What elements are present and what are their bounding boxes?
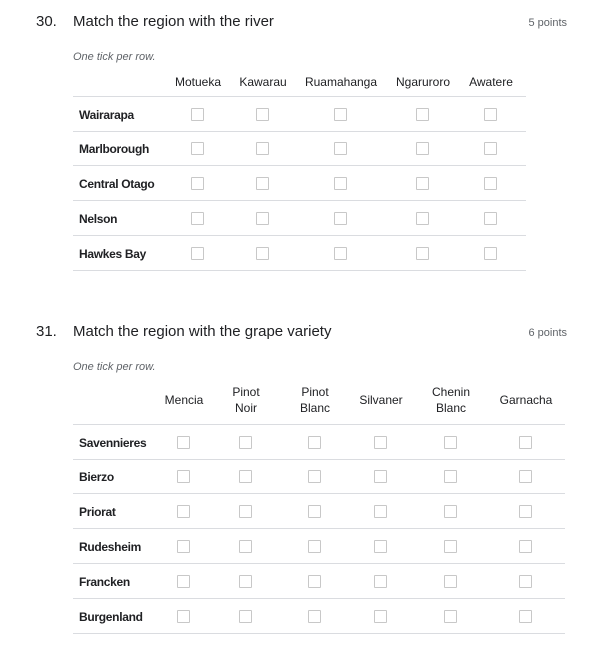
grid-row-wairarapa [73,96,526,132]
checkbox-wairarapa-motueka[interactable] [191,108,204,121]
grid-row-priorat [73,494,565,529]
checkbox-priorat-garnacha[interactable] [519,505,532,518]
checkbox-hawkes-bay-kawarau[interactable] [256,247,269,260]
checkbox-marlborough-awatere[interactable] [484,142,497,155]
checkbox-wairarapa-awatere[interactable] [484,108,497,121]
checkbox-burgenland-pinot-blanc[interactable] [308,610,321,623]
question-points: 5 points [528,17,567,29]
checkbox-marlborough-ruamahanga[interactable] [334,142,347,155]
checkbox-hawkes-bay-motueka[interactable] [191,247,204,260]
row-label: Priorat [79,504,116,519]
row-label: Nelson [79,211,118,226]
checkbox-priorat-mencia[interactable] [177,505,190,518]
row-label: Rudesheim [79,539,141,554]
checkbox-burgenland-pinot-noir[interactable] [239,610,252,623]
checkbox-nelson-ruamahanga[interactable] [334,212,347,225]
row-label: Francken [79,574,130,589]
question-title: Match the region with the grape variety [73,323,332,340]
row-label: Marlborough [79,141,150,156]
checkbox-priorat-pinot-noir[interactable] [239,505,252,518]
checkbox-rudesheim-mencia[interactable] [177,540,190,553]
checkbox-savennieres-pinot-blanc[interactable] [308,436,321,449]
checkbox-savennieres-chenin-blanc[interactable] [444,436,457,449]
column-header-chenin-blanc: Chenin Blanc [431,385,471,415]
column-header-garnacha: Garnacha [499,393,553,407]
checkbox-nelson-ngaruroro[interactable] [416,212,429,225]
grid-row-bierzo [73,459,565,494]
checkbox-central-otago-motueka[interactable] [191,177,204,190]
row-label: Hawkes Bay [79,246,147,261]
column-header-motueka: Motueka [174,75,222,89]
checkbox-francken-silvaner[interactable] [374,575,387,588]
checkbox-bierzo-mencia[interactable] [177,470,190,483]
question-number: 31. [36,323,57,340]
column-header-pinot-noir: Pinot Noir [232,385,260,415]
checkbox-francken-garnacha[interactable] [519,575,532,588]
grid-row-rudesheim [73,529,565,564]
checkbox-burgenland-garnacha[interactable] [519,610,532,623]
row-label: Savennieres [79,435,147,450]
question-hint: One tick per row. [73,51,156,63]
row-label: Burgenland [79,609,143,624]
checkbox-rudesheim-pinot-noir[interactable] [239,540,252,553]
checkbox-wairarapa-kawarau[interactable] [256,108,269,121]
question-hint: One tick per row. [73,361,156,373]
column-header-pinot-blanc: Pinot Blanc [299,385,331,415]
checkbox-bierzo-silvaner[interactable] [374,470,387,483]
checkbox-burgenland-silvaner[interactable] [374,610,387,623]
checkbox-bierzo-pinot-noir[interactable] [239,470,252,483]
checkbox-francken-pinot-noir[interactable] [239,575,252,588]
checkbox-wairarapa-ngaruroro[interactable] [416,108,429,121]
grid-row-marlborough [73,131,526,166]
grid-row-central-otago [73,166,526,201]
column-header-ruamahanga: Ruamahanga [304,75,378,89]
checkbox-savennieres-pinot-noir[interactable] [239,436,252,449]
grid-row-francken [73,564,565,599]
checkbox-central-otago-kawarau[interactable] [256,177,269,190]
checkbox-rudesheim-silvaner[interactable] [374,540,387,553]
checkbox-marlborough-kawarau[interactable] [256,142,269,155]
checkbox-hawkes-bay-awatere[interactable] [484,247,497,260]
checkbox-rudesheim-pinot-blanc[interactable] [308,540,321,553]
checkbox-central-otago-ngaruroro[interactable] [416,177,429,190]
checkbox-hawkes-bay-ruamahanga[interactable] [334,247,347,260]
checkbox-priorat-chenin-blanc[interactable] [444,505,457,518]
checkbox-savennieres-silvaner[interactable] [374,436,387,449]
column-header-ngaruroro: Ngaruroro [395,75,451,89]
question-number: 30. [36,13,57,30]
checkbox-wairarapa-ruamahanga[interactable] [334,108,347,121]
checkbox-central-otago-awatere[interactable] [484,177,497,190]
column-header-silvaner: Silvaner [359,393,403,407]
checkbox-marlborough-ngaruroro[interactable] [416,142,429,155]
row-label: Wairarapa [79,107,134,122]
checkbox-priorat-pinot-blanc[interactable] [308,505,321,518]
grid-row-nelson [73,201,526,236]
checkbox-bierzo-garnacha[interactable] [519,470,532,483]
checkbox-nelson-awatere[interactable] [484,212,497,225]
checkbox-priorat-silvaner[interactable] [374,505,387,518]
checkbox-savennieres-garnacha[interactable] [519,436,532,449]
grid-row-savennieres [73,424,565,460]
question-title: Match the region with the river [73,13,274,30]
checkbox-nelson-motueka[interactable] [191,212,204,225]
checkbox-marlborough-motueka[interactable] [191,142,204,155]
checkbox-rudesheim-chenin-blanc[interactable] [444,540,457,553]
checkbox-francken-mencia[interactable] [177,575,190,588]
checkbox-burgenland-chenin-blanc[interactable] [444,610,457,623]
column-header-mencia: Mencia [164,393,204,407]
row-label: Bierzo [79,469,114,484]
checkbox-francken-chenin-blanc[interactable] [444,575,457,588]
checkbox-bierzo-chenin-blanc[interactable] [444,470,457,483]
checkbox-savennieres-mencia[interactable] [177,436,190,449]
column-header-kawarau: Kawarau [239,75,287,89]
grid-row-hawkes-bay [73,236,526,271]
checkbox-francken-pinot-blanc[interactable] [308,575,321,588]
question-points: 6 points [528,327,567,339]
row-label: Central Otago [79,176,155,191]
checkbox-hawkes-bay-ngaruroro[interactable] [416,247,429,260]
grid-row-burgenland [73,599,565,634]
checkbox-burgenland-mencia[interactable] [177,610,190,623]
checkbox-central-otago-ruamahanga[interactable] [334,177,347,190]
checkbox-nelson-kawarau[interactable] [256,212,269,225]
checkbox-bierzo-pinot-blanc[interactable] [308,470,321,483]
checkbox-rudesheim-garnacha[interactable] [519,540,532,553]
column-header-awatere: Awatere [469,75,513,89]
